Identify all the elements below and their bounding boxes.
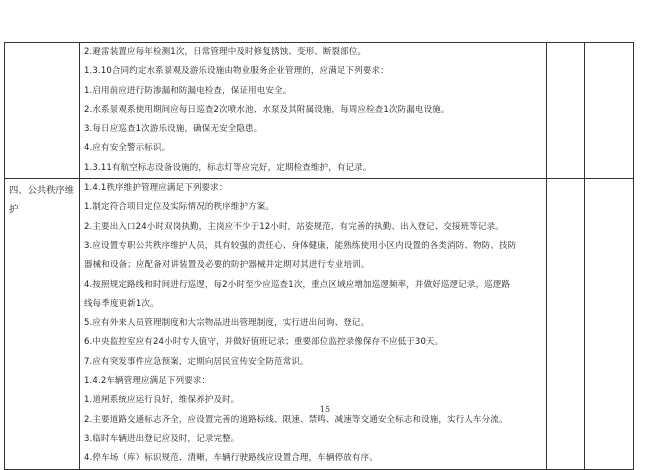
content-line: 1.4.2车辆管理应满足下列要求： [84,376,211,387]
category-cell [5,179,80,469]
page-number: 15 [319,405,331,414]
category-cell-empty [5,43,80,179]
table-row [5,179,634,469]
table-row [5,43,634,179]
content-line: 3.每日应巡查1次游乐设施，确保无安全隐患。 [84,124,263,135]
content-line: 7.应有突发事件应急预案，定期向居民宣传安全防范常识。 [84,356,309,367]
content-line: 4.按照规定路线和时间进行巡逻，每2小时至少应巡查1次，重点区域应增加巡逻频率，并做好巡逻记录，巡逻路 [84,279,511,290]
empty-cell [585,43,634,179]
content-line: 2.主要道路交通标志齐全，应设置完善的道路标线、限速、禁鸣、减速等交通安全标志和设施，实行人车分流。 [84,414,508,425]
content-line: 3.临时车辆进出登记应及时，记录完整。 [84,433,240,444]
category-label: 四、公共秩序维护 [9,185,75,216]
content-line: 3.应设置专职公共秩序维护人员，具有较强的责任心、身体健康，能熟练使用小区内设置的各类消防、物防、技防 [84,240,517,251]
category-label [5,43,79,45]
content-line: 4.停车场（库）标识规范、清晰，车辆行驶路线应设置合理，车辆停放有序。 [84,453,378,464]
content-line: 器械和设备；应配备对讲装置及必要的防护器械并定期对其进行专业培训。 [84,260,370,271]
empty-cell [547,43,585,179]
empty-cell [547,179,585,469]
content-line: 1.制定符合项目定位及实际情况的秩序维护方案。 [84,202,275,213]
content-line: 线每季度更新1次。 [84,298,159,309]
content-line: 1.启用前应进行防渗漏和防漏电检查，保证用电安全。 [84,85,292,96]
content-line: 2.主要出入口24小时双岗执勤，主岗应不少于12小时，站姿规范，有完善的执勤、出入登记、交接班等记录。 [84,221,504,232]
content-cell [80,179,547,469]
empty-cell [585,179,634,469]
content-line: 6.中央监控室应有24小时专人值守，并做好值班记录；重要部位监控录像保存不应低于30天。 [84,337,444,348]
content-line: 2.水系景观系使用期间应每日巡查2次喷水池、水泵及其附属设施，每周应检查1次防漏电设施。 [84,104,450,115]
content-line: 4.应有安全警示标识。 [84,143,171,154]
content-line: 1.3.11有航空标志设备设施的，标志灯等应完好，定期检查维护，有记录。 [84,162,372,173]
content-line: 2.避雷装置应每年检测1次，日常管理中及时修复锈蚀、变形、断裂部位。 [84,47,367,57]
content-line: 5.应有外来人员管理制度和大宗物品进出管理制度，实行进出问询、登记。 [84,318,370,329]
content-line: 1.3.10合同约定水系景观及游乐设施由物业服务企业管理的，应满足下列要求： [84,66,389,77]
content-line: 1.4.1秩序维护管理应满足下列要求： [84,183,228,194]
content-cell [80,43,547,179]
content-line: 1.道闸系统应运行良好，维保养护及时。 [84,395,240,406]
